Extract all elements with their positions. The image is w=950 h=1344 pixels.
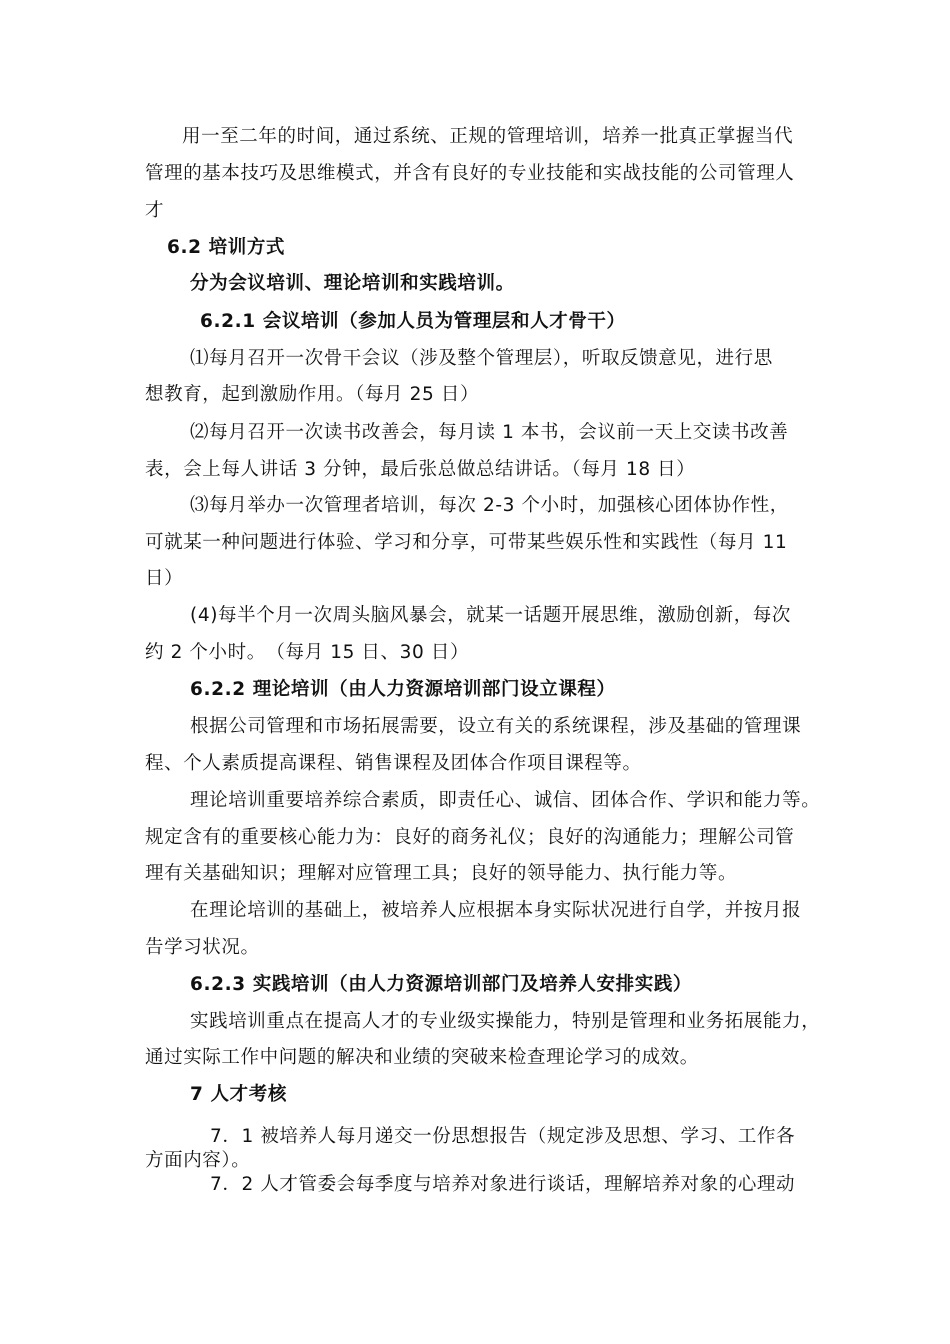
- section-heading-6-2-2: 6.2.2 理论培训（由人力资源培训部门设立课程）: [190, 679, 616, 700]
- text-line: 规定含有的重要核心能力为：良好的商务礼仪；良好的沟通能力；理解公司管: [145, 827, 795, 848]
- text-line: 表，会上每人讲话 3 分钟，最后张总做总结讲话。（每月 18 日）: [145, 459, 696, 480]
- text-line: ⑴每月召开一次骨干会议（涉及整个管理层），听取反馈意见，进行思: [190, 348, 773, 369]
- text-line: 在理论培训的基础上，被培养人应根据本身实际状况进行自学，并按月报: [190, 900, 802, 921]
- text-line: 用一至二年的时间，通过系统、正规的管理培训，培养一批真正掌握当代: [182, 126, 794, 147]
- text-line: 理有关基础知识；理解对应管理工具；良好的领导能力、执行能力等。: [145, 863, 738, 884]
- section-heading-6-2-1: 6.2.1 会议培训（参加人员为管理层和人才骨干）: [200, 311, 626, 332]
- text-line: 方面内容）。: [145, 1150, 251, 1171]
- section-heading-6-2-3: 6.2.3 实践培训（由人力资源培训部门及培养人安排实践）: [190, 974, 693, 995]
- text-line: 告学习状况。: [145, 937, 260, 958]
- text-line: 想教育，起到激励作用。（每月 25 日）: [145, 384, 480, 405]
- text-line: ⑵每月召开一次读书改善会，每月读 1 本书，会议前一天上交读书改善: [190, 422, 789, 443]
- text-line: 日）: [145, 568, 184, 589]
- text-line: 才: [145, 200, 165, 221]
- text-line: 7．2 人才管委会每季度与培养对象进行谈话，理解培养对象的心理动: [210, 1174, 796, 1195]
- text-line: 根据公司管理和市场拓展需要，设立有关的系统课程，涉及基础的管理课: [190, 716, 802, 737]
- text-line: 通过实际工作中问题的解决和业绩的突破来检查理论学习的成效。: [145, 1047, 699, 1068]
- text-line: 约 2 个小时。 （每月 15 日、30 日）: [145, 642, 470, 663]
- section-heading-6-2: 6.2 培训方式: [167, 237, 286, 258]
- text-line: 程、个人素质提高课程、销售课程及团体合作项目课程等。: [145, 753, 642, 774]
- text-line: 管理的基本技巧及思维模式，并含有良好的专业技能和实战技能的公司管理人: [145, 163, 795, 184]
- section-lead: 分为会议培训、理论培训和实践培训。: [190, 273, 515, 294]
- text-line: 实践培训重点在提高人才的专业级实操能力，特别是管理和业务拓展能力，: [190, 1011, 821, 1032]
- text-line: 理论培训重要培养综合素质，即责任心、诚信、团体合作、学识和能力等。: [190, 790, 821, 811]
- text-line: ⑶每月举办一次管理者培训，每次 2-3 个小时，加强核心团体协作性，: [190, 495, 789, 516]
- section-heading-7: 7 人才考核: [190, 1084, 287, 1105]
- text-line: 7．1 被培养人每月递交一份思想报告（规定涉及思想、学习、工作各: [210, 1126, 796, 1147]
- text-line: (4)每半个月一次周头脑风暴会，就某一话题开展思维，激励创新，每次: [190, 605, 792, 626]
- text-line: 可就某一种问题进行体验、学习和分享，可带某些娱乐性和实践性（每月 11: [145, 532, 788, 553]
